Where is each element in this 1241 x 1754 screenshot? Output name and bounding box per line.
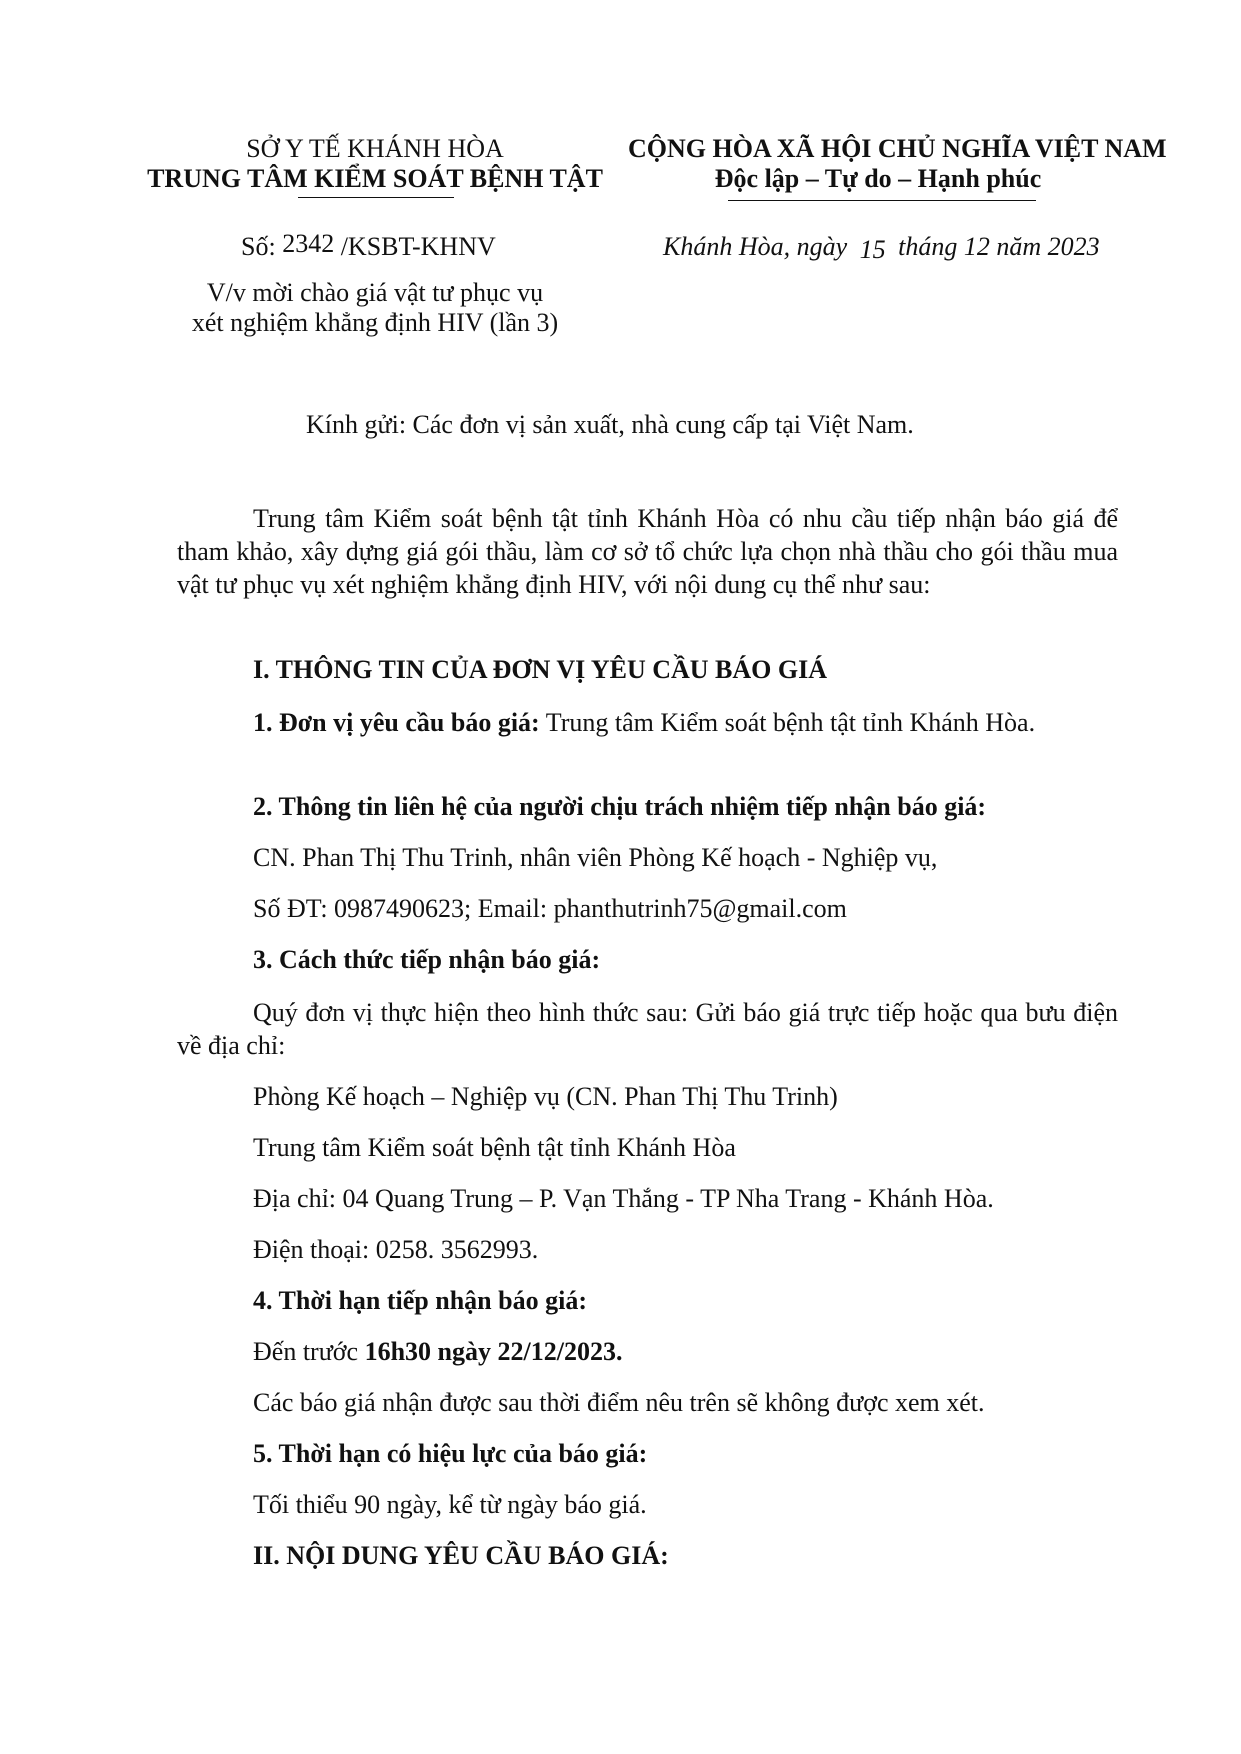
item-4-label: 4. Thời hạn tiếp nhận báo giá: [253,1286,587,1315]
deadline-note: Các báo giá nhận được sau thời điểm nêu trên sẽ không được xem xét. [253,1388,985,1417]
deadline-line [253,1337,622,1367]
item-1-label: 1. Đơn vị yêu cầu báo giá: [253,708,540,737]
item-1 [177,706,1118,739]
number-prefix: Số: [241,232,276,261]
date-prefix: Khánh Hòa, ngày [663,232,848,261]
issue-date [663,232,1100,262]
national-motto: Độc lập – Tự do – Hạnh phúc [714,164,1042,193]
motto-underline [728,200,1036,201]
number-suffix: /KSBT-KHNV [340,232,496,261]
item-3-label: 3. Cách thức tiếp nhận báo giá: [253,945,601,974]
agency-name: SỞ Y TẾ KHÁNH HÒA [246,134,504,163]
deadline-prefix: Đến trước [253,1337,359,1366]
document-number [241,229,496,262]
recipient-line: Kính gửi: Các đơn vị sản xuất, nhà cung cấp tại Việt Nam. [306,410,914,439]
center-underline [298,197,454,198]
intro-paragraph: Trung tâm Kiểm soát bệnh tật tỉnh Khánh Hòa có nhu cầu tiếp nhận báo giá để tham khảo, xây dựng giá gói thầu, làm cơ sở tổ chức lựa chọn nhà thầu cho gói thầu mua vật tư phục vụ xét nghiệm khẳng định HIV, với nội dung cụ thể như sau: [177,504,1118,599]
date-suffix: tháng 12 năm 2023 [898,232,1100,261]
item-2-label: 2. Thông tin liên hệ của người chịu trách nhiệm tiếp nhận báo giá: [253,792,987,821]
item-1-text: Trung tâm Kiểm soát bệnh tật tỉnh Khánh Hòa. [545,708,1036,737]
subject-line-1: V/v mời chào giá vật tư phục vụ [206,278,544,307]
address-line-4: Điện thoại: 0258. 3562993. [253,1235,539,1264]
section-1-heading: I. THÔNG TIN CỦA ĐƠN VỊ YÊU CẦU BÁO GIÁ [253,655,828,684]
contact-person: CN. Phan Thị Thu Trinh, nhân viên Phòng Kế hoạch - Nghiệp vụ, [253,843,938,872]
address-line-1: Phòng Kế hoạch – Nghiệp vụ (CN. Phan Thị Thu Trinh) [253,1082,838,1111]
center-name: TRUNG TÂM KIỂM SOÁT BỆNH TẬT [147,164,603,193]
country-name: CỘNG HÒA XÃ HỘI CHỦ NGHĨA VIỆT NAM [628,134,1167,163]
item-3-paragraph: Quý đơn vị thực hiện theo hình thức sau: Gửi báo giá trực tiếp hoặc qua bưu điện về địa chỉ: [177,998,1118,1060]
date-day: 15 [859,235,886,264]
subject-line-2: xét nghiệm khẳng định HIV (lần 3) [191,308,559,337]
address-line-3: Địa chỉ: 04 Quang Trung – P. Vạn Thắng - TP Nha Trang - Khánh Hòa. [253,1184,994,1213]
item-5-label: 5. Thời hạn có hiệu lực của báo giá: [253,1439,648,1468]
section-2-heading: II. NỘI DUNG YÊU CẦU BÁO GIÁ: [253,1541,669,1570]
deadline-value: 16h30 ngày 22/12/2023. [364,1337,623,1366]
number-value: 2342 [282,229,335,258]
address-line-2: Trung tâm Kiểm soát bệnh tật tỉnh Khánh Hòa [253,1133,736,1162]
validity-line: Tối thiểu 90 ngày, kể từ ngày báo giá. [253,1490,647,1519]
contact-phone-email: Số ĐT: 0987490623; Email: phanthutrinh75@gmail.com [253,894,847,923]
